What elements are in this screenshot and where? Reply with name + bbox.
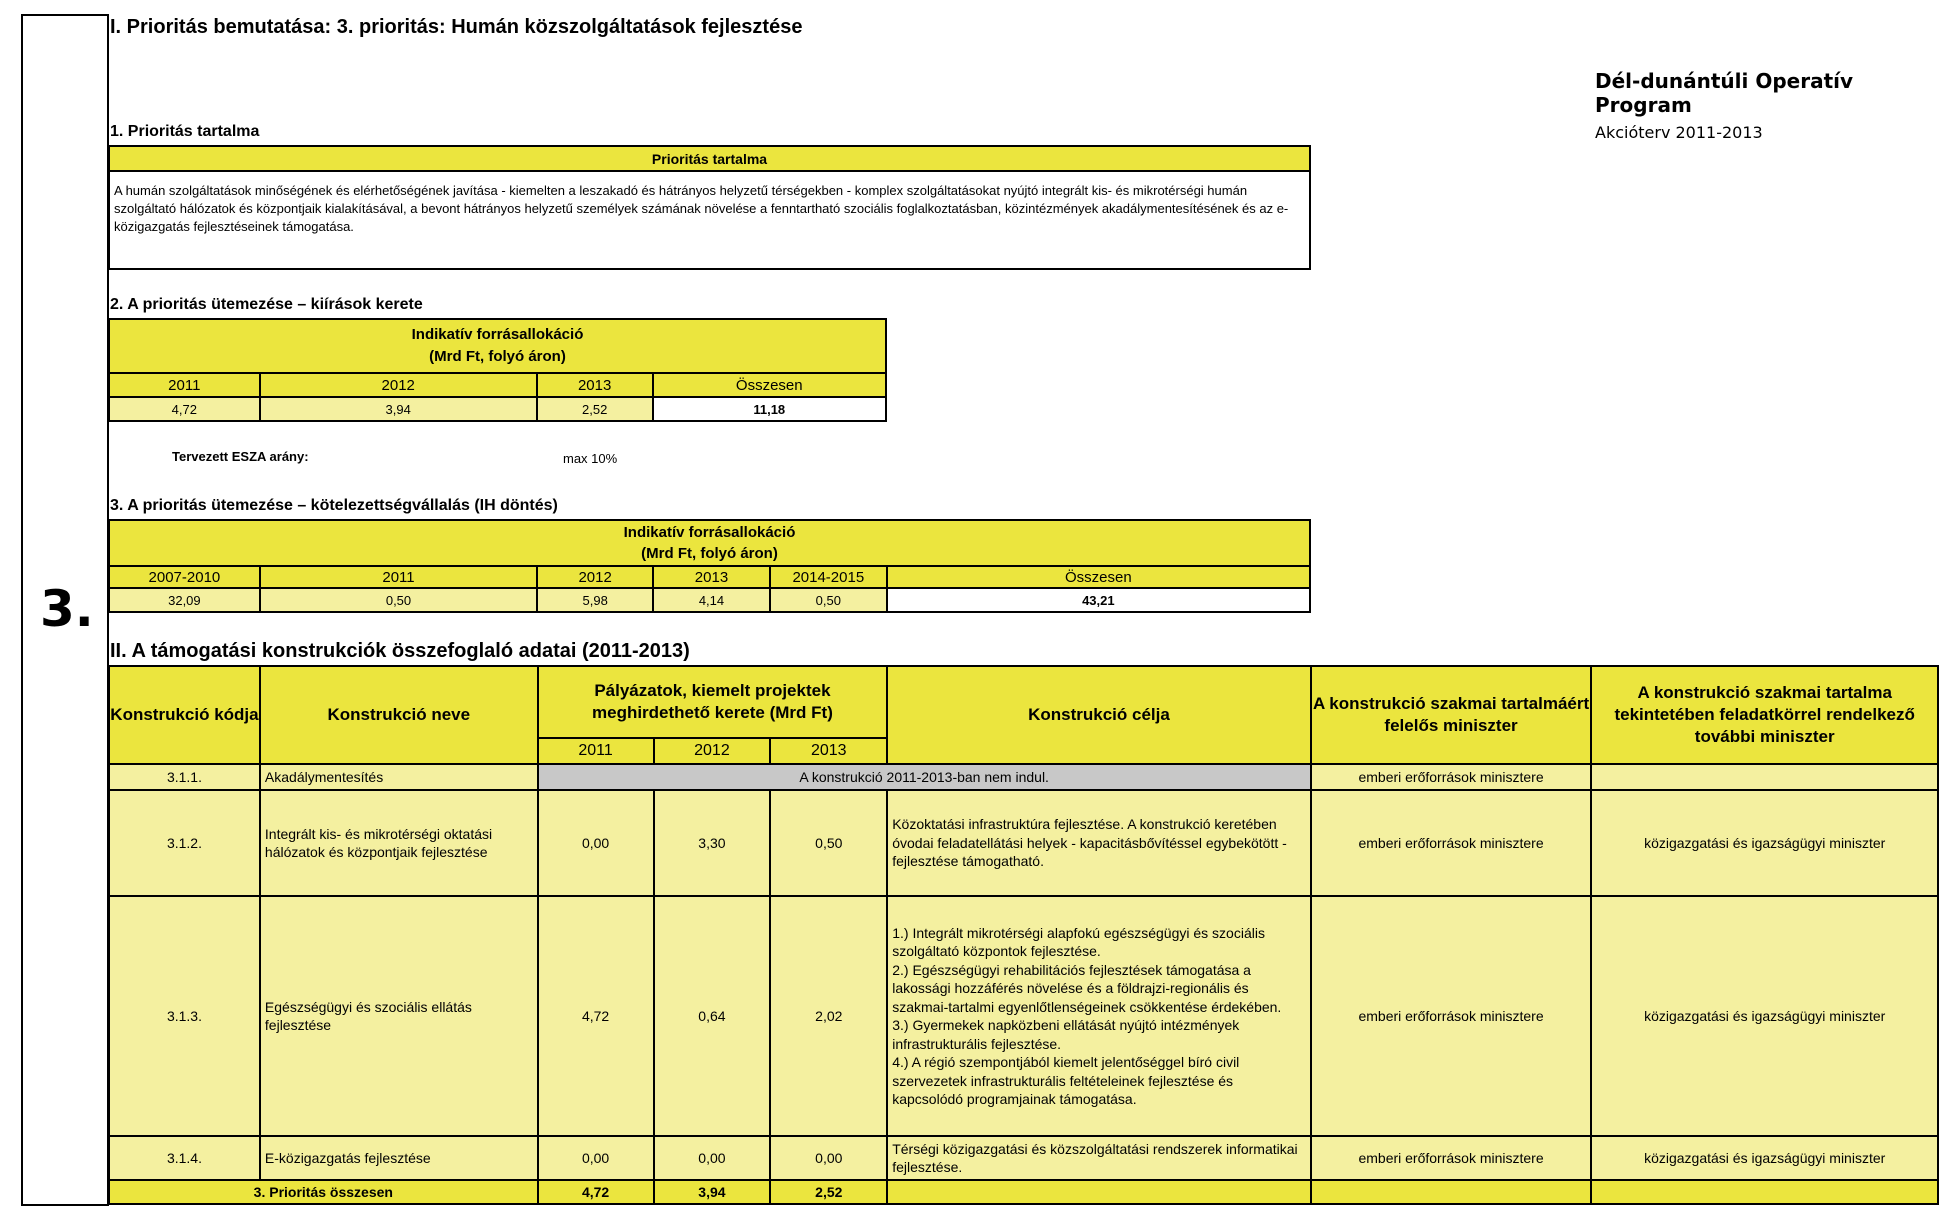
row-value: 0,00	[770, 1136, 887, 1180]
goal-line: 2.) Egészségügyi rehabilitációs fejlesztések támogatása a lakossági hozzáférés növelése és a földrajzi-regionális és szakmai-tartalmi egyenlőtlenségeinek csökkentése érdekében.	[892, 961, 1282, 1015]
row-goal: Térségi közigazgatási és közszolgáltatási rendszerek informatikai fejlesztése.	[887, 1136, 1310, 1180]
table-row	[109, 896, 1938, 1136]
program-name: Dél-dunántúli Operatív Program	[1595, 69, 1854, 117]
row-minister: emberi erőforrások minisztere	[1311, 896, 1592, 1136]
row-code: 3.1.4.	[109, 1136, 260, 1180]
priority-content-table	[108, 145, 1311, 270]
row-value: 4,72	[538, 896, 654, 1136]
col-header: 2012	[260, 373, 537, 397]
row-value: 0,00	[538, 790, 654, 896]
header-code: Konstrukció kódja	[109, 666, 260, 764]
row-value: 0,00	[538, 1136, 654, 1180]
row-code: 3.1.1.	[109, 764, 260, 790]
section4-heading: II. A támogatási konstrukciók összefoglaló adatai (2011-2013)	[110, 640, 690, 662]
col-header: 2012	[537, 566, 653, 588]
table-row	[109, 790, 1938, 896]
col-header: 2011	[109, 373, 260, 397]
row-name: Integrált kis- és mikrotérségi oktatási hálózatok és központjaik fejlesztése	[260, 790, 538, 896]
col-header: 2011	[260, 566, 537, 588]
row-minister: emberi erőforrások minisztere	[1311, 764, 1592, 790]
value-cell: 2,52	[537, 397, 653, 421]
esza-value: max 10%	[563, 451, 618, 466]
row-value: 2,02	[770, 896, 887, 1136]
schedule-commitment-title	[109, 520, 1310, 566]
total-cell: 11,18	[653, 397, 886, 421]
header-goal: Konstrukció célja	[887, 666, 1310, 764]
header-minister: A konstrukció szakmai tartalmáért felelős miniszter	[1311, 666, 1592, 764]
schedule-commitment-title-1: Indikatív forrásallokáció	[623, 524, 796, 541]
value-cell: 0,50	[770, 588, 887, 612]
program-subtitle: Akcióterv 2011-2013	[1595, 123, 1763, 142]
col-header: 2013	[537, 373, 653, 397]
goal-line: 1.) Integrált mikrotérségi alapfokú egészségügyi és szociális szolgáltató központok fejlesztése.	[892, 924, 1265, 959]
row-value: 0,64	[654, 896, 771, 1136]
row-value: 0,00	[654, 1136, 771, 1180]
total-value: 3,94	[654, 1180, 771, 1204]
col-header: 2014-2015	[770, 566, 887, 588]
header-year: 2012	[654, 738, 771, 764]
row-other-minister: közigazgatási és igazságügyi miniszter	[1591, 790, 1938, 896]
schedule-calls-title-2: (Mrd Ft, folyó áron)	[429, 348, 566, 365]
row-note: A konstrukció 2011-2013-ban nem indul.	[538, 764, 1311, 790]
row-code: 3.1.2.	[109, 790, 260, 896]
header-name: Konstrukció neve	[260, 666, 538, 764]
schedule-calls-table	[108, 318, 887, 422]
row-goal	[887, 896, 1310, 1136]
page-title: I. Prioritás bemutatása: 3. prioritás: Humán közszolgáltatások fejlesztése	[110, 16, 803, 38]
value-cell: 0,50	[260, 588, 537, 612]
section3-heading: 3. A prioritás ütemezése – kötelezettségvállalás (IH döntés)	[110, 497, 558, 514]
section2-heading: 2. A prioritás ütemezése – kiírások kerete	[110, 296, 423, 313]
row-name: E-közigazgatás fejlesztése	[260, 1136, 538, 1180]
value-cell: 4,14	[653, 588, 770, 612]
value-cell: 3,94	[260, 397, 537, 421]
total-value: 2,52	[770, 1180, 887, 1204]
row-goal: Közoktatási infrastruktúra fejlesztése. A konstrukció keretében óvodai feladatellátási helyek - kapacitásbővítéssel egybekötött - fejlesztése támogatható.	[887, 790, 1310, 896]
schedule-calls-title	[109, 319, 886, 373]
program-brand	[1595, 69, 1955, 142]
row-minister: emberi erőforrások minisztere	[1311, 790, 1592, 896]
total-empty	[1591, 1180, 1938, 1204]
row-other-minister: közigazgatási és igazságügyi miniszter	[1591, 896, 1938, 1136]
col-header: Összesen	[653, 373, 886, 397]
total-row	[109, 1180, 1938, 1204]
total-value: 4,72	[538, 1180, 654, 1204]
row-other-minister: közigazgatási és igazságügyi miniszter	[1591, 1136, 1938, 1180]
value-cell: 5,98	[537, 588, 653, 612]
schedule-calls-title-1: Indikatív forrásallokáció	[411, 326, 584, 343]
row-code: 3.1.3.	[109, 896, 260, 1136]
row-name: Egészségügyi és szociális ellátás fejlesztése	[260, 896, 538, 1136]
priority-number: 3.	[40, 580, 94, 638]
total-empty	[887, 1180, 1310, 1204]
row-name: Akadálymentesítés	[260, 764, 538, 790]
goal-line: 4.) A régió szempontjából kiemelt jelentőséggel bíró civil szervezetek infrastrukturális feltételeinek fejlesztése és kapcsolódó programjainak támogatása.	[892, 1054, 1240, 1107]
table-row	[109, 1136, 1938, 1180]
total-cell: 43,21	[887, 588, 1310, 612]
col-header: 2007-2010	[109, 566, 260, 588]
header-year: 2011	[538, 738, 654, 764]
header-other-minister: A konstrukció szakmai tartalma tekintetében feladatkörrel rendelkező további miniszter	[1591, 666, 1938, 764]
esza-label: Tervezett ESZA arány:	[172, 449, 309, 464]
value-cell: 32,09	[109, 588, 260, 612]
col-header: Összesen	[887, 566, 1310, 588]
table-row	[109, 764, 1938, 790]
total-label: 3. Prioritás összesen	[109, 1180, 538, 1204]
priority-content-header: Prioritás tartalma	[109, 146, 1310, 171]
schedule-commitment-table	[108, 519, 1311, 613]
schedule-commitment-title-2: (Mrd Ft, folyó áron)	[641, 545, 778, 562]
value-cell: 4,72	[109, 397, 260, 421]
col-header: 2013	[653, 566, 770, 588]
row-value: 3,30	[654, 790, 771, 896]
header-year: 2013	[770, 738, 887, 764]
goal-line: 3.) Gyermekek napközbeni ellátását nyújtó intézmények infrastrukturális fejlesztése.	[892, 1017, 1240, 1052]
section1-heading: 1. Prioritás tartalma	[110, 123, 260, 140]
header-budget: Pályázatok, kiemelt projektek meghirdethető kerete (Mrd Ft)	[538, 666, 888, 738]
priority-content-text: A humán szolgáltatások minőségének és elérhetőségének javítása - kiemelten a leszakadó és hátrányos helyzetű térségekben - komplex szolgáltatásokat nyújtó integrált kis- és mikrotérségi humán szolgáltató hálózatok és központjaik kialakításával, a bevont hátrányos helyzetű személyek számának növelése a fenntartható szociális foglalkoztatásban, közintézmények akadálymentesítésének és az e-közigazgatás fejlesztéseinek támogatása.	[109, 171, 1310, 269]
total-empty	[1311, 1180, 1592, 1204]
row-minister: emberi erőforrások minisztere	[1311, 1136, 1592, 1180]
row-other-minister	[1591, 764, 1938, 790]
row-value: 0,50	[770, 790, 887, 896]
constructions-table	[108, 665, 1939, 1205]
